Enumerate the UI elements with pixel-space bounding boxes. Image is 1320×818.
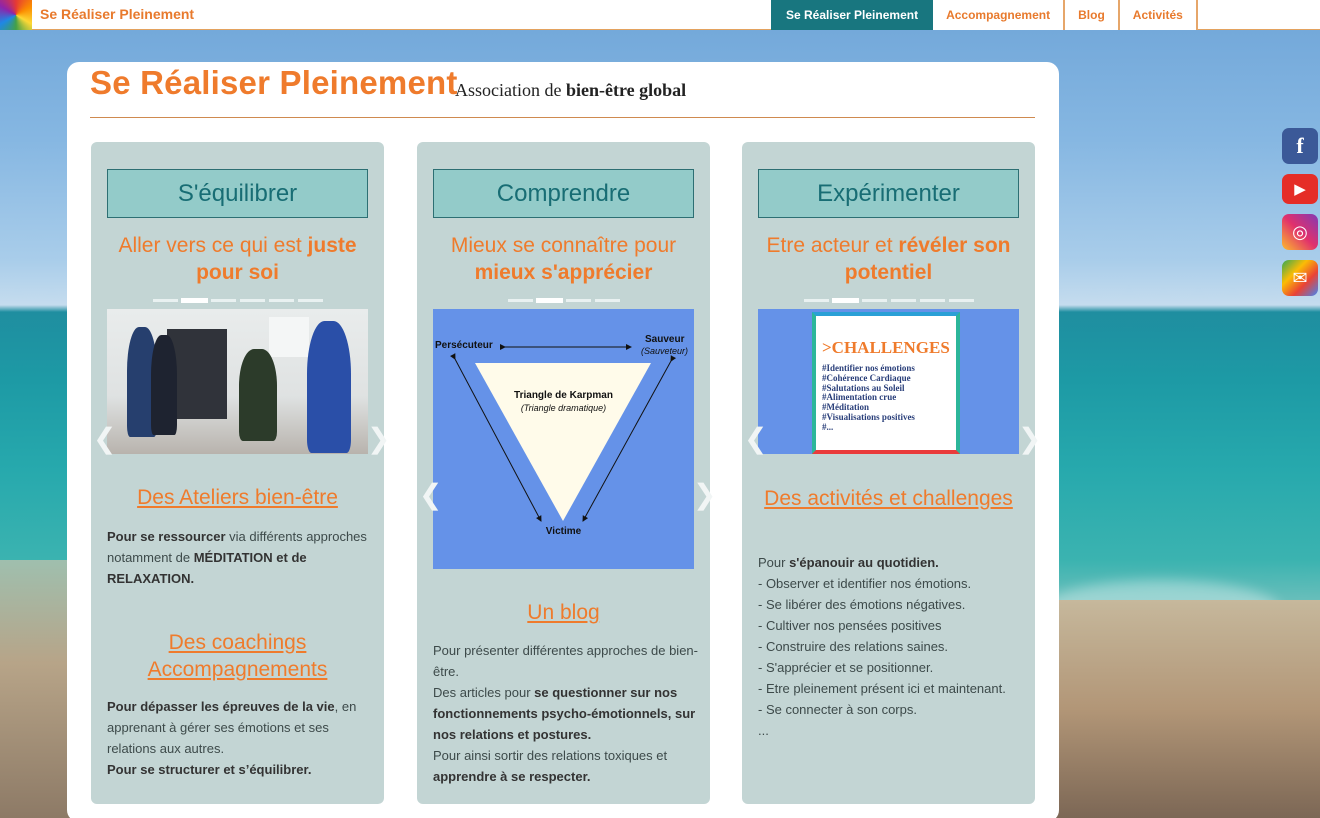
text-bold: MÉDITATION et de RELAXATION. xyxy=(107,550,307,586)
challenges-card xyxy=(812,312,960,454)
ateliers-description xyxy=(107,526,372,589)
carousel-dot[interactable] xyxy=(269,299,294,302)
subtitle-text: Aller vers ce qui est xyxy=(118,234,308,257)
carousel-dot[interactable] xyxy=(920,299,945,302)
text-bold: Pour dépasser les épreuves de la vie xyxy=(107,699,335,714)
nav-blog[interactable]: Blog xyxy=(1065,0,1120,30)
text-plain: Pour présenter différentes approches de bien-être. xyxy=(433,643,698,679)
carousel-dot[interactable] xyxy=(240,299,265,302)
activity-bullet: - Cultiver nos pensées positives xyxy=(758,618,942,633)
beach-background-left xyxy=(0,560,70,818)
activity-bullet: - Se libérer des émotions négatives. xyxy=(758,597,966,612)
carousel-dot-active[interactable] xyxy=(537,299,562,302)
carousel-dot-active[interactable] xyxy=(833,299,858,302)
page-tagline xyxy=(455,80,686,101)
challenge-item: #Visualisations positives xyxy=(822,411,915,422)
carousel-dots xyxy=(742,299,1035,302)
nav-accompagnement[interactable]: Accompagnement xyxy=(933,0,1065,30)
activity-bullet: - S'apprécier et se positionner. xyxy=(758,660,934,675)
main-panel xyxy=(67,62,1059,818)
comprendre-button[interactable]: Comprendre xyxy=(433,169,694,218)
main-menu xyxy=(771,0,1198,30)
activity-bullet: - Construire des relations saines. xyxy=(758,639,949,654)
text-plain: Pour ainsi sortir des relations toxiques et xyxy=(433,748,668,763)
equilibrer-button[interactable]: S'équilibrer xyxy=(107,169,368,218)
activity-bullet: - Se connecter à son corps. xyxy=(758,702,917,717)
carousel-next-arrow[interactable]: ❯ xyxy=(367,422,391,455)
challenge-item: #Salutations au Soleil xyxy=(822,382,905,393)
blog-link[interactable]: Un blog xyxy=(527,601,600,624)
carousel-dot[interactable] xyxy=(595,299,620,302)
text-plain: , en apprenant à gérer ses émotions et ses relations aux autres. xyxy=(107,699,357,756)
social-links xyxy=(1278,128,1320,306)
karpman-center-label: Triangle de Karpman xyxy=(514,390,613,401)
subtitle-bold: mieux s'apprécier xyxy=(474,261,653,284)
challenge-item: #Identifier nos émotions xyxy=(822,363,915,373)
text-bold: se questionner sur nos fonctionnements psycho-émotionnels, sur nos relations et postures. xyxy=(433,685,696,742)
subtitle-text: Etre acteur et xyxy=(766,234,899,257)
ateliers-link[interactable]: Des Ateliers bien-être xyxy=(137,486,338,509)
karpman-left-label: Persécuteur xyxy=(435,340,493,351)
workshop-photo xyxy=(107,309,368,454)
youtube-icon[interactable]: ▶ xyxy=(1282,174,1318,204)
karpman-bottom-label: Victime xyxy=(545,526,582,537)
text-bold: Pour se structurer et s’équilibrer. xyxy=(107,762,312,777)
carousel-dots xyxy=(417,299,710,302)
tagline-bold: bien-être global xyxy=(565,80,687,100)
carousel-dot[interactable] xyxy=(298,299,323,302)
site-name-link[interactable]: Se Réaliser Pleinement xyxy=(40,6,195,22)
mail-icon[interactable]: ✉ xyxy=(1282,260,1318,296)
carousel-prev-arrow[interactable]: ❮ xyxy=(93,422,117,455)
activity-bullet: ... xyxy=(758,723,769,738)
instagram-icon[interactable]: ◎ xyxy=(1282,214,1318,250)
page-header xyxy=(90,64,1035,118)
karpman-center-sublabel: (Triangle dramatique) xyxy=(520,403,607,413)
activity-bullet: - Observer et identifier nos émotions. xyxy=(758,576,972,591)
karpman-right-sublabel: (Sauveteur) xyxy=(641,346,689,356)
coachings-link[interactable]: Des coachings Accompagnements xyxy=(147,631,328,681)
text-bold: s'épanouir au quotidien. xyxy=(789,555,939,570)
activity-bullet: - Etre pleinement présent ici et maintenant. xyxy=(758,681,1006,696)
challenge-item: #Alimentation crue xyxy=(822,392,897,403)
carousel-prev-arrow[interactable]: ❮ xyxy=(419,478,443,511)
experimenter-button[interactable]: Expérimenter xyxy=(758,169,1019,218)
subtitle-bold: juste pour soi xyxy=(196,234,357,284)
karpman-right-label: Sauveur xyxy=(645,334,685,345)
nav-activites[interactable]: Activités xyxy=(1120,0,1198,30)
carousel-next-arrow[interactable]: ❯ xyxy=(1018,422,1042,455)
subtitle-bold: révéler son potentiel xyxy=(844,234,1011,284)
activites-description xyxy=(758,552,1023,741)
carousel-dot[interactable] xyxy=(153,299,178,302)
challenges-image xyxy=(758,309,1019,454)
carousel-prev-arrow[interactable]: ❮ xyxy=(744,422,768,455)
carousel-dot[interactable] xyxy=(566,299,591,302)
column-comprendre xyxy=(417,142,717,804)
carousel-dot[interactable] xyxy=(862,299,887,302)
blog-description xyxy=(433,640,698,787)
activites-link[interactable]: Des activités et challenges xyxy=(764,487,1013,510)
column-subtitle xyxy=(750,232,1027,286)
challenges-title: >CHALLENGES xyxy=(822,338,950,357)
challenges-list xyxy=(822,364,915,433)
text-plain: Des articles pour xyxy=(433,685,535,700)
facebook-icon[interactable]: f xyxy=(1282,128,1318,164)
carousel-dot[interactable] xyxy=(508,299,533,302)
coachings-description xyxy=(107,696,372,780)
page-title: Se Réaliser Pleinement xyxy=(90,64,458,101)
column-subtitle xyxy=(425,232,702,286)
column-experimenter xyxy=(742,142,1042,804)
text-bold: apprendre à se respecter. xyxy=(433,769,591,784)
beach-background-right xyxy=(1035,600,1320,818)
text-bold: Pour se ressourcer xyxy=(107,529,226,544)
nav-home[interactable]: Se Réaliser Pleinement xyxy=(771,0,933,30)
column-subtitle xyxy=(99,232,376,286)
text-plain: Pour xyxy=(758,555,790,570)
carousel-dot[interactable] xyxy=(804,299,829,302)
carousel-dot[interactable] xyxy=(891,299,916,302)
column-equilibrer xyxy=(91,142,391,804)
subtitle-text: Mieux se connaître pour xyxy=(450,234,677,257)
top-navigation-bar xyxy=(0,0,1320,30)
carousel-next-arrow[interactable]: ❯ xyxy=(693,478,717,511)
carousel-dot-active[interactable] xyxy=(182,299,207,302)
challenge-item: #Cohérence Cardiaque xyxy=(822,372,911,383)
karpman-diagram xyxy=(433,309,694,569)
carousel-dot[interactable] xyxy=(949,299,974,302)
carousel-dot[interactable] xyxy=(211,299,236,302)
carousel-dots xyxy=(91,299,384,302)
text-plain: via différents approches notamment de xyxy=(107,529,367,565)
site-logo-icon[interactable] xyxy=(0,0,32,30)
challenge-item: #... xyxy=(822,421,834,432)
challenge-item: #Méditation xyxy=(822,402,869,413)
tagline-text: Association de xyxy=(455,80,566,100)
